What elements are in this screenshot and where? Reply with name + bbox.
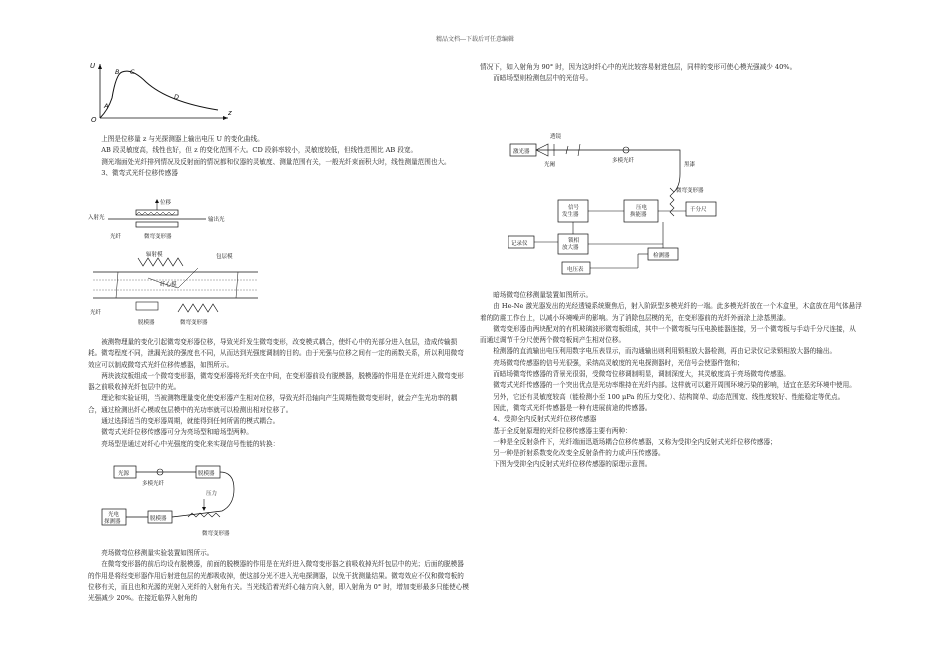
aperture-label: 光阑 [544, 162, 556, 168]
figure-caption: 暗场微弯位移测量装置如图所示。 [493, 291, 593, 299]
bender-label: 微弯变形器 [180, 320, 208, 326]
paragraph: 一种是全反射条件下，光纤端面迅逝场耦合位移传感器，又称为受抑全内反射式光纤位移传感器； [493, 437, 777, 446]
paragraph: 亮场微弯传感器的信号光很强，采纳高灵敏度的光电探测器时，光信号会使器件饱和； [493, 358, 744, 367]
paragraph: 基于全反射原理的光纤位移传感器主要有两种： [493, 426, 632, 435]
core-mode-label: 纤心模 [160, 282, 177, 288]
paragraph: 另一种是折射系数变化改变全反射条件的力或声压传感器。 [493, 449, 665, 458]
paragraph: AB 段灵敏度高，线性也好，但 z 的变化范围不大。CD 段斜率较小，灵敏度较低，但线性范围比 AB 段宽。 [101, 146, 418, 155]
paragraph: 微弯式光纤传感器的一个突出优点是光功率维持在光纤内部。这样就可以避开周围环境污染的影响，适宜在恶劣环境中使用。 [493, 381, 856, 390]
bright-field-setup-diagram [92, 463, 272, 543]
lockin-label: 锁相放大器 [562, 238, 580, 251]
section-heading: 3、微弯式光纤位移传感器 [101, 168, 178, 177]
paragraph: 测光端面处光纤排列情况及反射面的情况都和仪器的灵敏度、测量范围有关，一般光纤束面积大时，线性测量范围也大。 [101, 157, 451, 166]
page-header: 精品文档---下载后可任意编辑 [435, 36, 515, 43]
micrometer-label: 千分尺 [690, 207, 707, 213]
stripper2-label: 脱模器 [150, 516, 167, 522]
pzt-label: 压电换能器 [630, 205, 648, 218]
right-text-2 [480, 290, 862, 471]
left-text-1 [88, 134, 470, 179]
paragraph: 检测器的直流输出电压利用数字电压表显示，而沟通输出则利用锁相放大器检测，再由记录仪记录锁相放大器的输出。 [493, 347, 837, 356]
voltmeter-label: 电压表 [567, 267, 584, 273]
bender-label: 微弯变形器 [144, 234, 172, 240]
cladding-mode-label: 包层模 [216, 254, 233, 260]
paragraph: 通过选择适当的变形器周期，就能得到任何所需的模式耦合。 [101, 417, 280, 426]
bender-label: 微弯变形器 [676, 188, 704, 194]
dark-field-setup-diagram [508, 130, 738, 288]
paragraph: 由 He-Ne 激光器发出的光经透镜系统聚焦后，射入阶跃型多模光纤的一端。此多模光纤放在一个木盒里，木盒放在用气体悬浮着的防震工作台上，以减小环境噪声的影响。为了消除包层模的光，在变形器前的光纤外面涂上涂基黑漆。 [480, 302, 862, 322]
mmf-label: 多模光纤 [142, 481, 165, 487]
paragraph: 情况下，如入射角为 90° 时，因为这时纤心中的光比较容易射进包层，同样的变形可使心模光强减少 40%。 [480, 63, 797, 71]
recorder-label: 记录仪 [511, 241, 528, 247]
left-text-2 [88, 337, 470, 450]
pressure-label: 压力 [206, 491, 218, 497]
axis-u-label: U [90, 62, 96, 70]
axis-z-label: z [228, 109, 232, 117]
input-light-label: 入射光 [88, 215, 105, 221]
section-heading: 4、受抑全内反射式光纤位移传感器 [493, 415, 597, 424]
microbend-sensor-diagram [88, 198, 238, 246]
paragraph: 上图是位移量 z 与光探测器上输出电压 U 的变化曲线。 [101, 135, 264, 143]
paragraph: 而暗场型则检测包层中的光信号。 [493, 74, 593, 83]
mmf-label: 多模光纤 [612, 158, 635, 164]
radiation-mode-label: 辐射模 [146, 252, 163, 258]
figure-caption: 亮场微弯位移测量实验装置如图所示。 [101, 549, 214, 557]
paragraph: 微弯式光纤位移传感器可分为亮场型和暗场型两种。 [101, 428, 253, 437]
paragraph: 另外，它还有灵敏度较高（能检测小至 100 μPa 的压力变化）、结构简单、动态范围宽、线性度较好、性能稳定等优点。 [493, 392, 845, 401]
fiber-label: 光纤 [110, 234, 122, 240]
paragraph: 被测物理量的变化引起微弯变形器位移，导致光纤发生微弯变形，改变模式耦合，使纤心中的光部分进入包层，造成传输损耗。微弯程度不同，泄漏光波的强度也不同，从而达到光强度调制的目的。由于光强与位移之间有一定的函数关系，所以利用微弯效应可以制成微弯式光纤位移传感器，如图所示。 [88, 338, 464, 369]
paragraph: 两块波纹板组成一个微弯变形器，微弯变形器将光纤夹在中间，在变形器前设有脱模器，脱模器的作用是在光纤进入微弯变形器之前吸收掉光纤包层中的光。 [88, 371, 464, 392]
paragraph: 微弯变形器由两块配对的有机玻璃波形微弯板组成，其中一个微弯板与压电换能器连接，另一个微弯板与手动千分尺连接，从而通过调节千分尺使两个微弯板间产生相对位移。 [480, 324, 856, 345]
paragraph: 因此，微弯式光纤传感器是一种有进展前途的传感器。 [493, 403, 652, 412]
paragraph: 理论和实验证明，当被测物理量变化使变形器产生相对位移，导致光纤沿轴向产生周期性微弯变形时，就会产生光功率的耦合，通过检测出纤心模或包层模中的光功率就可以检测出相对位移了。 [88, 394, 458, 414]
paragraph: 亮场型是通过对纤心中光强度的变化来实现信号性能的转换： [101, 439, 280, 448]
stripper-label: 脱模器 [138, 320, 155, 326]
bender-label: 微弯变形器 [202, 531, 230, 537]
point-c: C [130, 68, 135, 76]
paragraph: 在微弯变形器的前后均设有脱模器，前面的脱模器的作用是在光纤进入微弯变形器之前吸收掉光纤包层中的光；后面的脱模器的作用是将经变形器作用后射进包层的光都吸收掉，使这部分光不进入光电探测器，以免干扰测量结果。微弯效应不仅和微弯板的位移有关，而且也和光源的光射入光纤的入射角有关。当光线沿着光纤心轴方向入射，即入射角为 0° 时，增加变形最多只能使心模光强减少 20%。在接近临界入射角的 [88, 560, 469, 603]
signal-generator-label: 信号发生器 [562, 205, 580, 218]
fiber-label: 光纤 [90, 310, 102, 316]
paragraph: 下图为受抑全内反射式光纤位移传感器的原理示意图。 [493, 460, 652, 469]
detector-label: 检测器 [653, 253, 670, 259]
left-text-3 [88, 548, 470, 604]
output-light-label: 输出光 [208, 217, 225, 223]
detector-label: 光电探测器 [104, 512, 121, 525]
voltage-displacement-curve [88, 60, 238, 122]
origin-label: O [91, 116, 97, 122]
paragraph: 而暗场微弯传感器的背景光很弱，受微弯位移调制明显，调制深度大，其灵敏度高于亮场微弯传感器。 [493, 370, 790, 379]
point-d: D [174, 93, 180, 101]
right-text-1 [480, 62, 862, 85]
laser-label: 激光器 [513, 149, 530, 155]
source-label: 光源 [118, 471, 130, 477]
displacement-label: 位移 [160, 200, 172, 206]
mode-coupling-diagram [88, 250, 268, 330]
point-a: A [104, 102, 109, 110]
point-b: B [115, 68, 120, 76]
stripper1-label: 脱模器 [198, 471, 215, 477]
black-paint-label: 黑漆 [684, 162, 696, 168]
lens-label: 透镜 [550, 134, 562, 140]
